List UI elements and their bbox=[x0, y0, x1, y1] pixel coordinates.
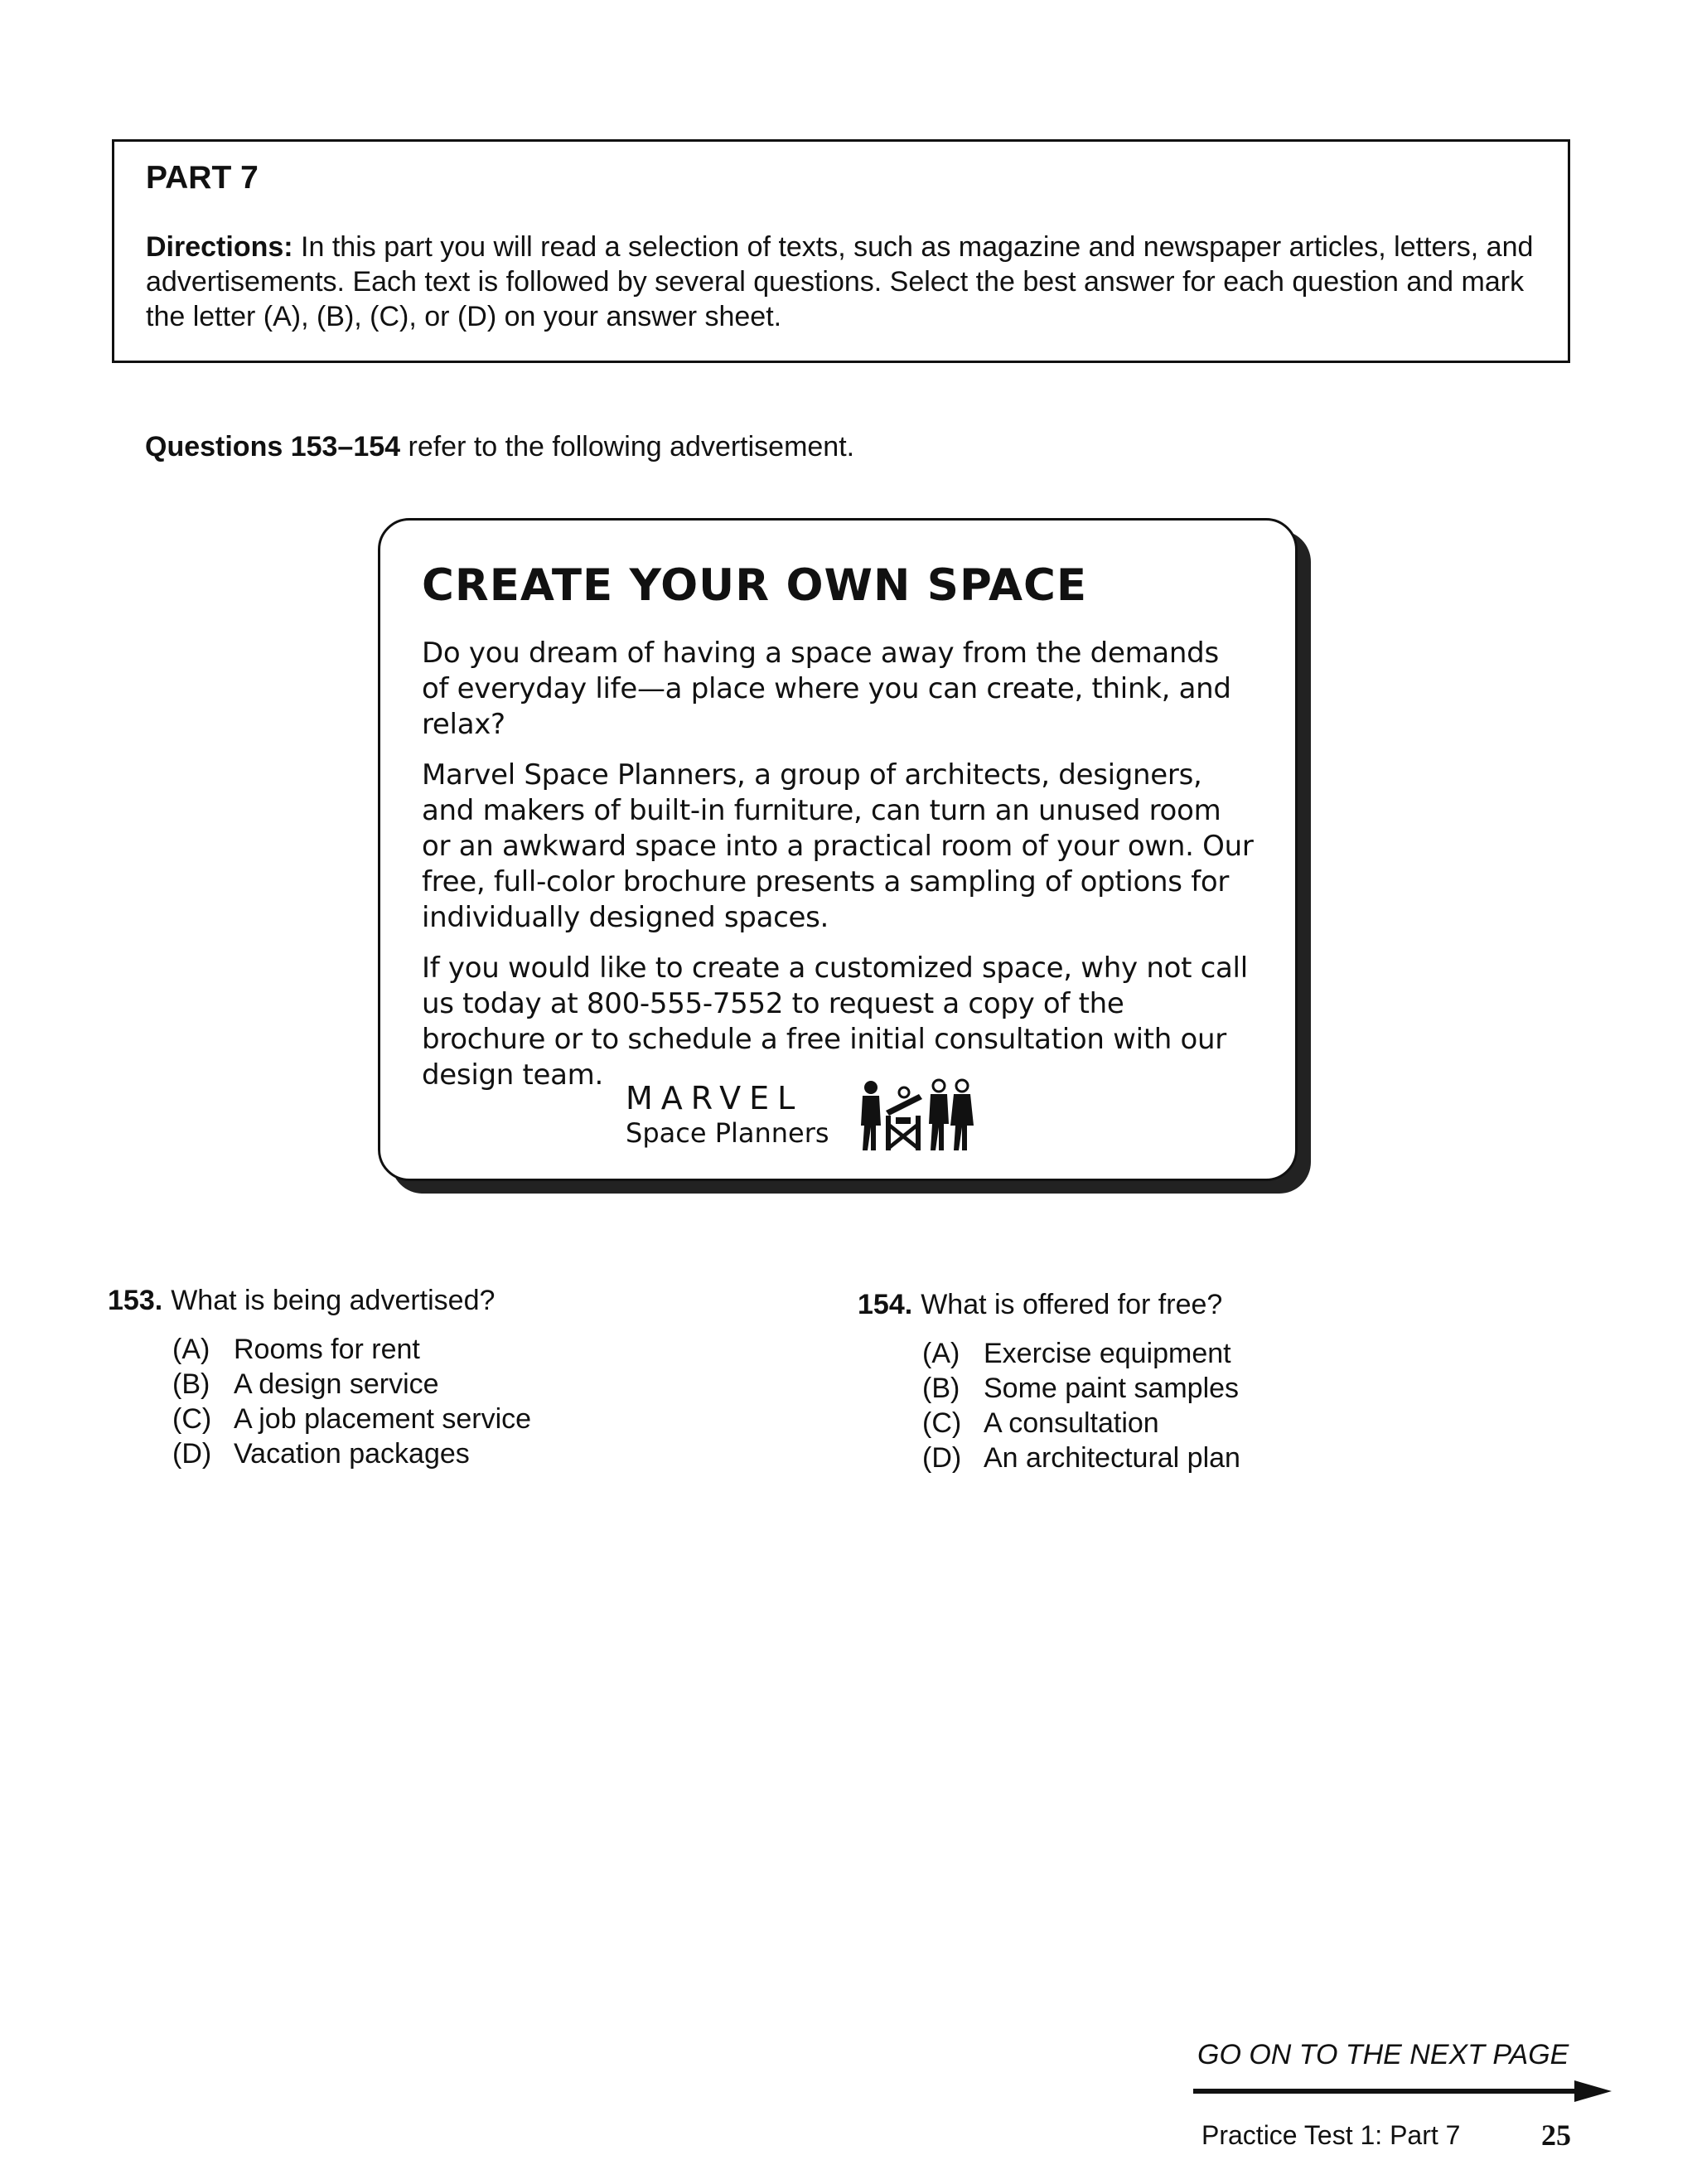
question-text: What is being advertised? bbox=[171, 1285, 496, 1316]
directions-box bbox=[112, 139, 1570, 363]
option-letter: (D) bbox=[922, 1442, 962, 1474]
option-letter: (D) bbox=[172, 1438, 212, 1470]
question-153 bbox=[108, 1285, 531, 1471]
people-at-drafting-table-icon bbox=[853, 1077, 977, 1152]
part-title: PART 7 bbox=[146, 160, 259, 196]
option-text: Exercise equipment bbox=[984, 1338, 1231, 1369]
arrow-right-icon bbox=[1193, 2079, 1612, 2104]
option-a[interactable] bbox=[172, 1332, 531, 1367]
option-text: A consultation bbox=[984, 1407, 1159, 1439]
footer-label: Practice Test 1: Part 7 bbox=[1201, 2120, 1461, 2150]
questions-range: Questions 153–154 bbox=[145, 431, 401, 462]
ad-headline: CREATE YOUR OWN SPACE bbox=[422, 560, 1088, 611]
answer-options bbox=[858, 1336, 1240, 1475]
advertisement bbox=[378, 518, 1298, 1181]
directions-body: In this part you will read a selection of texts, such as magazine and newspaper articles, letters, and advertisements. Each text is followed by several questions. Select the best answer for each question and mark the letter (A), (B), (C), or (D) on your answer sheet. bbox=[146, 231, 1534, 332]
option-text: Rooms for rent bbox=[234, 1334, 420, 1365]
question-text: What is offered for free? bbox=[921, 1289, 1223, 1320]
option-letter: (A) bbox=[922, 1338, 960, 1369]
option-letter: (B) bbox=[172, 1368, 210, 1400]
option-letter: (B) bbox=[922, 1373, 960, 1404]
option-d[interactable] bbox=[172, 1436, 531, 1471]
option-text: Vacation packages bbox=[234, 1438, 470, 1470]
option-text: An architectural plan bbox=[984, 1442, 1240, 1474]
question-number: 154. bbox=[858, 1289, 913, 1320]
question-154 bbox=[858, 1289, 1240, 1475]
option-letter: (C) bbox=[172, 1403, 212, 1435]
ad-paragraph-1: Do you dream of having a space away from the demands of everyday life—a place where you can create, think, and relax? bbox=[422, 637, 1231, 741]
logo-name: MARVEL bbox=[626, 1080, 804, 1116]
next-page-instruction: GO ON TO THE NEXT PAGE bbox=[1197, 2039, 1569, 2070]
directions-text bbox=[146, 230, 1536, 334]
questions-intro-text: refer to the following advertisement. bbox=[400, 431, 855, 462]
page-number: 25 bbox=[1541, 2119, 1571, 2152]
option-c[interactable] bbox=[922, 1406, 1240, 1441]
option-a[interactable] bbox=[922, 1336, 1240, 1371]
question-number: 153. bbox=[108, 1285, 163, 1316]
ad-paragraph-3: If you would like to create a customized space, why not call us today at 800-555-7552 to request a copy of the brochure or to schedule a free initial consultation with our design team. bbox=[422, 952, 1248, 1092]
option-c[interactable] bbox=[172, 1402, 531, 1436]
option-letter: (C) bbox=[922, 1407, 962, 1439]
directions-label: Directions: bbox=[146, 231, 293, 263]
ad-paragraph-2: Marvel Space Planners, a group of architects, designers, and makers of built-in furniture, can turn an unused room or an awkward space into a practical room of your own. Our free, full-color brochure presents a sampling of options for individually designed spaces. bbox=[422, 758, 1254, 934]
option-d[interactable] bbox=[922, 1441, 1240, 1475]
option-b[interactable] bbox=[922, 1371, 1240, 1406]
option-letter: (A) bbox=[172, 1334, 210, 1365]
marvel-logo bbox=[626, 1077, 977, 1152]
option-text: Some paint samples bbox=[984, 1373, 1240, 1404]
questions-intro bbox=[145, 431, 854, 463]
option-text: A design service bbox=[234, 1368, 439, 1400]
option-text: A job placement service bbox=[234, 1403, 532, 1435]
option-b[interactable] bbox=[172, 1367, 531, 1402]
answer-options bbox=[108, 1332, 531, 1471]
logo-subtitle: Space Planners bbox=[626, 1117, 829, 1149]
